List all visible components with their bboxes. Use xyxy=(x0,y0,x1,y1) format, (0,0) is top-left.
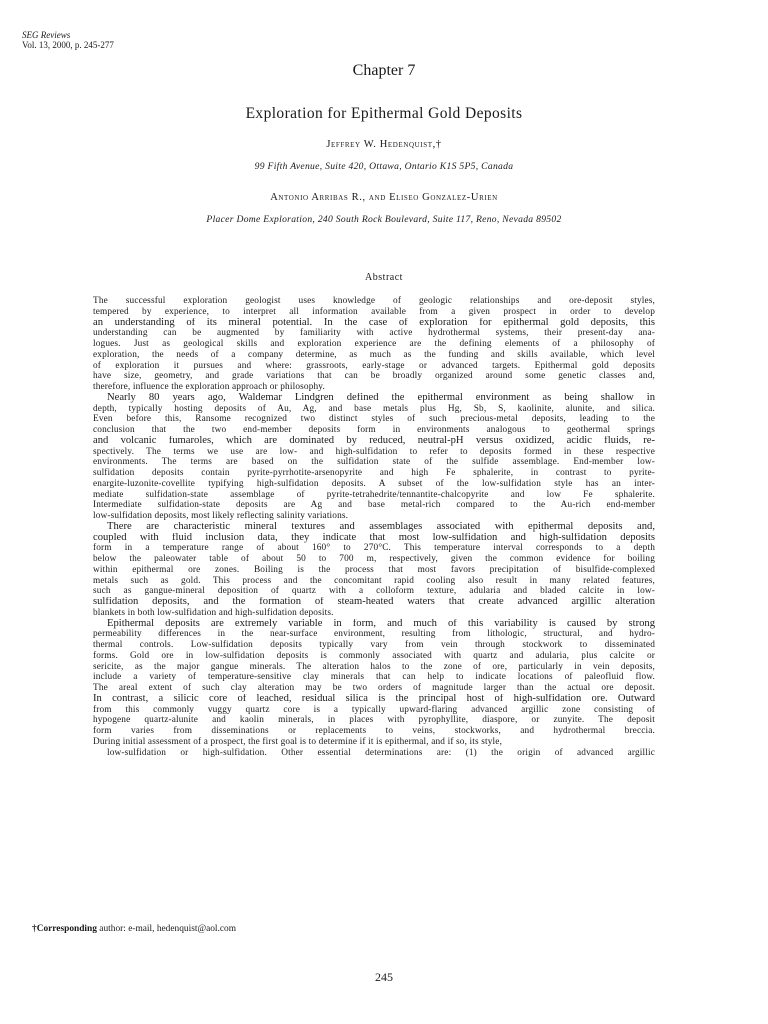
body-text-line: therefore, influence the exploration approach or philosophy. xyxy=(93,382,325,392)
author-line-2: Antonio Arribas R., and Eliseo Gonzalez-Urien xyxy=(270,192,498,203)
affiliation-2: Placer Dome Exploration, 240 South Rock Boulevard, Suite 117, Reno, Nevada 89502 xyxy=(206,214,562,225)
abstract-heading: Abstract xyxy=(365,272,403,283)
body-text-line: coupled with fluid inclusion data, they indicate that most low-sulfidation and high-sulfidation deposits xyxy=(93,532,655,543)
body-text-line: sericite, as the major gangue minerals. The alteration halos to the zone of ore, particularly in vein deposits, xyxy=(93,661,655,672)
body-text-line: understanding can be augmented by familiarity with active hydrothermal systems, their present-day ana- xyxy=(93,328,655,339)
journal-name: SEG Reviews xyxy=(22,30,71,40)
body-text-line: have size, geometry, and grade variations that can be broadly organized around some genetic classes and, xyxy=(93,371,655,382)
body-text-line: hypogene quartz-alunite and kaolin minerals, in places with pyrophyllite, diaspore, or zunyite. The deposit xyxy=(93,715,655,726)
body-text-line: Epithermal deposits are extremely variable in form, and much of this variability is caused by strong xyxy=(107,618,655,629)
corresponding-author-footnote xyxy=(32,924,236,934)
body-text-line: within epithermal ore zones. Boiling is the process that most favors precipitation of bisulfide-complexed xyxy=(93,564,655,575)
body-text-line: Nearly 80 years ago, Waldemar Lindgren defined the epithermal environment as being shallow in xyxy=(107,392,655,403)
body-text-line: depth, typically hosting deposits of Au, Ag, and base metals plus Hg, Sb, S, kaolinite, alunite, and silica. xyxy=(93,403,655,414)
body-text-line: During initial assessment of a prospect, the first goal is to determine if it is epithermal, and if so, its style, xyxy=(93,736,503,747)
body-text-line: There are characteristic mineral textures and assemblages associated with epithermal deposits and, xyxy=(107,521,655,532)
paper-title: Exploration for Epithermal Gold Deposits xyxy=(245,105,523,122)
dagger-symbol: † xyxy=(32,924,37,934)
body-text-line: form in a temperature range of about 160° to 270°C. This temperature interval corresponds to a depth xyxy=(93,543,655,554)
body-text-line: forms. Gold ore in low-sulfidation deposits is commonly associated with quartz and adularia, plus calcite or xyxy=(93,650,655,661)
chapter-heading: Chapter 7 xyxy=(352,62,416,79)
body-text-line: blankets in both low-sulfidation and high-sulfidation deposits. xyxy=(93,607,334,618)
body-text-line: low-sulfidation or high-sulfidation. Other essential determinations are: (1) the origin of advanced argillic xyxy=(107,747,655,758)
body-text-line: and volcanic fumaroles, which are dominated by reduced, neutral-pH versus oxidized, acidic fluids, re- xyxy=(93,435,655,446)
footnote-label: Corresponding xyxy=(36,924,97,934)
body-text-line: permeability differences in the near-surface environment, resulting from lithologic, structural, and hydro- xyxy=(93,629,655,640)
body-text-line: mediate sulfidation-state assemblage of pyrite-tetrahedrite/tennantite-chalcopyrite and low Fe sphalerite. xyxy=(93,489,655,500)
body-text-line: metals such as gold. This process and the concomitant rapid cooling also result in many related features, xyxy=(93,575,655,586)
body-text-line: spectively. The terms we use are low- and high-sulfidation to refer to deposits formed in these respective xyxy=(93,446,655,457)
body-text-line: sulfidation deposits, and the formation of steam-heated waters that create advanced argillic alteration xyxy=(93,597,655,607)
body-text-line: conclusion that the two end-member deposits form in environments analogous to geothermal springs xyxy=(93,425,655,435)
body-text-line: tempered by experience, to interpret all information available from a given prospect in order to develop xyxy=(93,306,655,317)
body-text-line: form varies from disseminations or replacements to veins, stockworks, and hydrothermal breccia. xyxy=(93,726,655,736)
body-text-line: logues. Just as geological skills and exploration experience are the defining elements of a philosophy of xyxy=(93,339,655,349)
affiliation-1: 99 Fifth Avenue, Suite 420, Ottawa, Ontario K1S 5P5, Canada xyxy=(254,161,514,172)
body-text-line: The successful exploration geologist uses knowledge of geologic relationships and ore-deposit styles, xyxy=(93,296,655,306)
body-text-line: include a variety of temperature-sensitive clay minerals that can help to indicate locations of paleofluid flow. xyxy=(93,672,655,683)
body-text-line: low-sulfidation deposits, most likely reflecting salinity variations. xyxy=(93,511,349,521)
body-text-line: of exploration it pursues and where: grassroots, early-stage or advanced targets. Epithermal gold deposits xyxy=(93,360,655,371)
body-text-line: exploration, the needs of a company determine, as much as the funding and skills available, which level xyxy=(93,349,655,360)
body-text-line: enargite-luzonite-covellite typifying high-sulfidation deposits. A subset of the low-sulfidation style has an inter- xyxy=(93,478,655,489)
body-text-line: The areal extent of such clay alteration may be two orders of magnitude larger than the actual ore deposit. xyxy=(93,683,655,693)
volume-info: Vol. 13, 2000, p. 245-277 xyxy=(22,40,114,50)
body-text-line: environments. The terms are based on the sulfidation state of the sulfide assemblage. End-member low- xyxy=(93,457,655,468)
body-text-line: from this commonly vuggy quartz core is a typically upward-flaring advanced argillic zone consisting of xyxy=(93,704,655,715)
body-text-line: Intermediate sulfidation-state deposits are Ag and base metal-rich compared to the Au-rich end-member xyxy=(93,500,655,511)
body-text-line: In contrast, a silicic core of leached, residual silica is the principal host of high-sulfidation ore. Outward xyxy=(93,693,655,704)
author-line-1: Jeffrey W. Hedenquist,† xyxy=(326,139,442,150)
abstract-body xyxy=(93,296,655,758)
body-text-line: below the paleowater table of about 50 to 700 m, respectively, given the common evidence for boiling xyxy=(93,554,655,564)
footnote-text: author: e-mail, hedenquist@aol.com xyxy=(99,924,237,934)
body-text-line: sulfidation deposits contain pyrite-pyrrhotite-arsenopyrite and high Fe sphalerite, in contrast to pyrite- xyxy=(93,468,655,478)
body-text-line: Even before this, Ransome recognized two distinct styles of such precious-metal deposits, leading to the xyxy=(93,414,655,425)
body-text-line: an understanding of its mineral potential. In the case of exploration for epithermal gold deposits, this xyxy=(93,317,655,328)
page-number: 245 xyxy=(375,970,393,984)
body-text-line: such as gangue-mineral deposition of quartz with a colloform texture, adularia and bladed calcite in low- xyxy=(93,586,655,597)
running-head xyxy=(22,30,114,50)
body-text-line: thermal controls. Low-sulfidation deposits typically vary from vein through stockwork to disseminated xyxy=(93,640,655,650)
